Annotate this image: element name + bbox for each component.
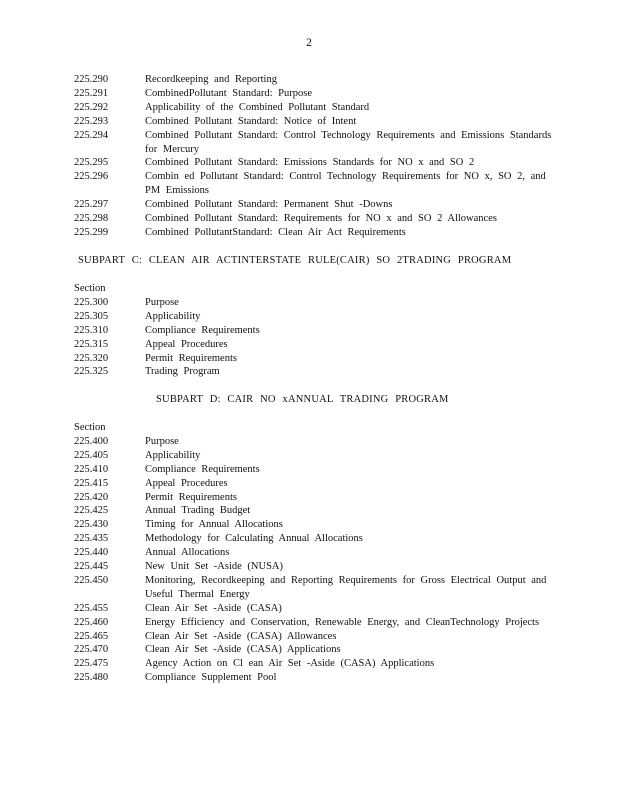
section-number: 225.410: [74, 463, 109, 475]
section-title: Purpose: [145, 435, 179, 447]
section-title: Combin ed Pollutant Standard: Control Technology Requirements for NO x, SO 2, and PM Emissions: [145, 171, 546, 197]
section-title: Combined Pollutant Standard: Permanent Shut -Downs: [145, 199, 393, 211]
section-title: New Unit Set -Aside (NUSA): [145, 561, 283, 573]
section-number: 225.435: [74, 533, 109, 545]
table-row: [74, 643, 554, 657]
section-title: Combined Pollutant Standard: Notice of Intent: [145, 115, 357, 127]
section-number: 225.294: [74, 129, 109, 141]
section-number: 225.455: [74, 602, 109, 614]
table-row: [74, 546, 554, 560]
section-title: Permit Requirements: [145, 491, 237, 503]
section-label: Section: [74, 422, 106, 433]
section-title: Timing for Annual Allocations: [145, 519, 283, 531]
table-row: [74, 156, 554, 170]
section-title: Compliance Supplement Pool: [145, 672, 277, 684]
section-title: Applicability of the Combined Pollutant Standard: [145, 101, 370, 113]
table-row: [74, 616, 554, 630]
table-row: [74, 560, 554, 574]
table-row: [74, 129, 554, 157]
section-number: 225.298: [74, 213, 109, 225]
table-row: [74, 671, 554, 685]
subpart-c-heading: SUBPART C: CLEAN AIR ACTINTERSTATE RULE(CAIR) SO 2TRADING PROGRAM: [78, 255, 512, 266]
section-title: Appeal Procedures: [145, 338, 228, 350]
section-title: Combined Pollutant Standard: Requirements for NO x and SO 2 Allowances: [145, 213, 497, 225]
section-number: 225.325: [74, 366, 109, 378]
section-title: CombinedPollutant Standard: Purpose: [145, 87, 312, 99]
section-title: Monitoring, Recordkeeping and Reporting Requirements for Gross Electrical Output and Useful Thermal Energy: [145, 574, 547, 600]
table-row: [74, 449, 554, 463]
table-row: [74, 101, 554, 115]
section-title: Clean Air Set -Aside (CASA) Applications: [145, 644, 341, 656]
section-number: 225.300: [74, 296, 109, 308]
table-row: [74, 170, 554, 198]
table-row: [74, 532, 554, 546]
section-title: Annual Allocations: [145, 547, 230, 559]
section-number: 225.460: [74, 616, 109, 628]
table-row: [74, 198, 554, 212]
section-title: Compliance Requirements: [145, 463, 260, 475]
section-number: 225.470: [74, 644, 109, 656]
section-number: 225.475: [74, 658, 109, 670]
section-number: 225.420: [74, 491, 109, 503]
section-title: Compliance Requirements: [145, 324, 260, 336]
table-row: [74, 435, 554, 449]
section-title: Annual Trading Budget: [145, 505, 251, 517]
table-row: [74, 574, 554, 602]
section-number: 225.430: [74, 519, 109, 531]
section-number: 225.440: [74, 547, 109, 559]
table-row: [74, 296, 554, 310]
table-row: [74, 657, 554, 671]
section-number: 225.445: [74, 561, 109, 573]
section-title: Purpose: [145, 296, 179, 308]
section-number: 225.480: [74, 672, 109, 684]
section-title: Combined PollutantStandard: Clean Air Act Requirements: [145, 226, 406, 238]
table-row: [74, 115, 554, 129]
table-row: [74, 477, 554, 491]
table-row: [74, 630, 554, 644]
table-row: [74, 352, 554, 366]
section-number: 225.415: [74, 477, 109, 489]
table-row: [74, 338, 554, 352]
section-title: Combined Pollutant Standard: Control Technology Requirements and Emissions Standards for Mercury: [145, 129, 552, 155]
section-number: 225.450: [74, 574, 109, 586]
subpart-d-heading: SUBPART D: CAIR NO xANNUAL TRADING PROGRAM: [156, 394, 449, 405]
section-number: 225.400: [74, 435, 109, 447]
section-number: 225.465: [74, 630, 109, 642]
table-row: [74, 73, 554, 87]
section-title: Energy Efficiency and Conservation, Renewable Energy, and CleanTechnology Projects: [145, 616, 540, 628]
section-list-subpart-b: [74, 73, 554, 240]
section-number: 225.297: [74, 199, 109, 211]
table-row: [74, 518, 554, 532]
section-title: Recordkeeping and Reporting: [145, 74, 277, 85]
section-title: Combined Pollutant Standard: Emissions Standards for NO x and SO 2: [145, 157, 475, 169]
table-row: [74, 504, 554, 518]
table-row: [74, 226, 554, 240]
section-title: Applicability: [145, 310, 201, 322]
table-row: [74, 491, 554, 505]
section-number: 225.296: [74, 171, 109, 183]
section-title: Trading Program: [145, 366, 220, 378]
section-number: 225.292: [74, 101, 109, 113]
section-title: Applicability: [145, 449, 201, 461]
section-number: 225.405: [74, 449, 109, 461]
section-title: Appeal Procedures: [145, 477, 228, 489]
section-title: Clean Air Set -Aside (CASA): [145, 602, 282, 614]
section-list-subpart-c: [74, 282, 554, 379]
section-number: 225.291: [74, 87, 109, 99]
section-number: 225.320: [74, 352, 109, 364]
section-number: 225.295: [74, 157, 109, 169]
page-number: 2: [306, 37, 312, 49]
section-number: 225.290: [74, 74, 109, 85]
table-row: [74, 310, 554, 324]
table-row: [74, 365, 554, 379]
section-number: 225.299: [74, 226, 109, 238]
table-row: [74, 602, 554, 616]
section-label: Section: [74, 283, 106, 294]
section-title: Agency Action on Cl ean Air Set -Aside (CASA) Applications: [145, 658, 435, 670]
table-row: [74, 212, 554, 226]
section-number: 225.293: [74, 115, 109, 127]
section-number: 225.310: [74, 324, 109, 336]
section-number: 225.305: [74, 310, 109, 322]
section-title: Clean Air Set -Aside (CASA) Allowances: [145, 630, 337, 642]
section-title: Methodology for Calculating Annual Allocations: [145, 533, 363, 545]
section-number: 225.425: [74, 505, 109, 517]
section-title: Permit Requirements: [145, 352, 237, 364]
section-number: 225.315: [74, 338, 109, 350]
table-row: [74, 324, 554, 338]
table-row: [74, 463, 554, 477]
section-list-subpart-d: [74, 421, 554, 685]
table-row: [74, 87, 554, 101]
